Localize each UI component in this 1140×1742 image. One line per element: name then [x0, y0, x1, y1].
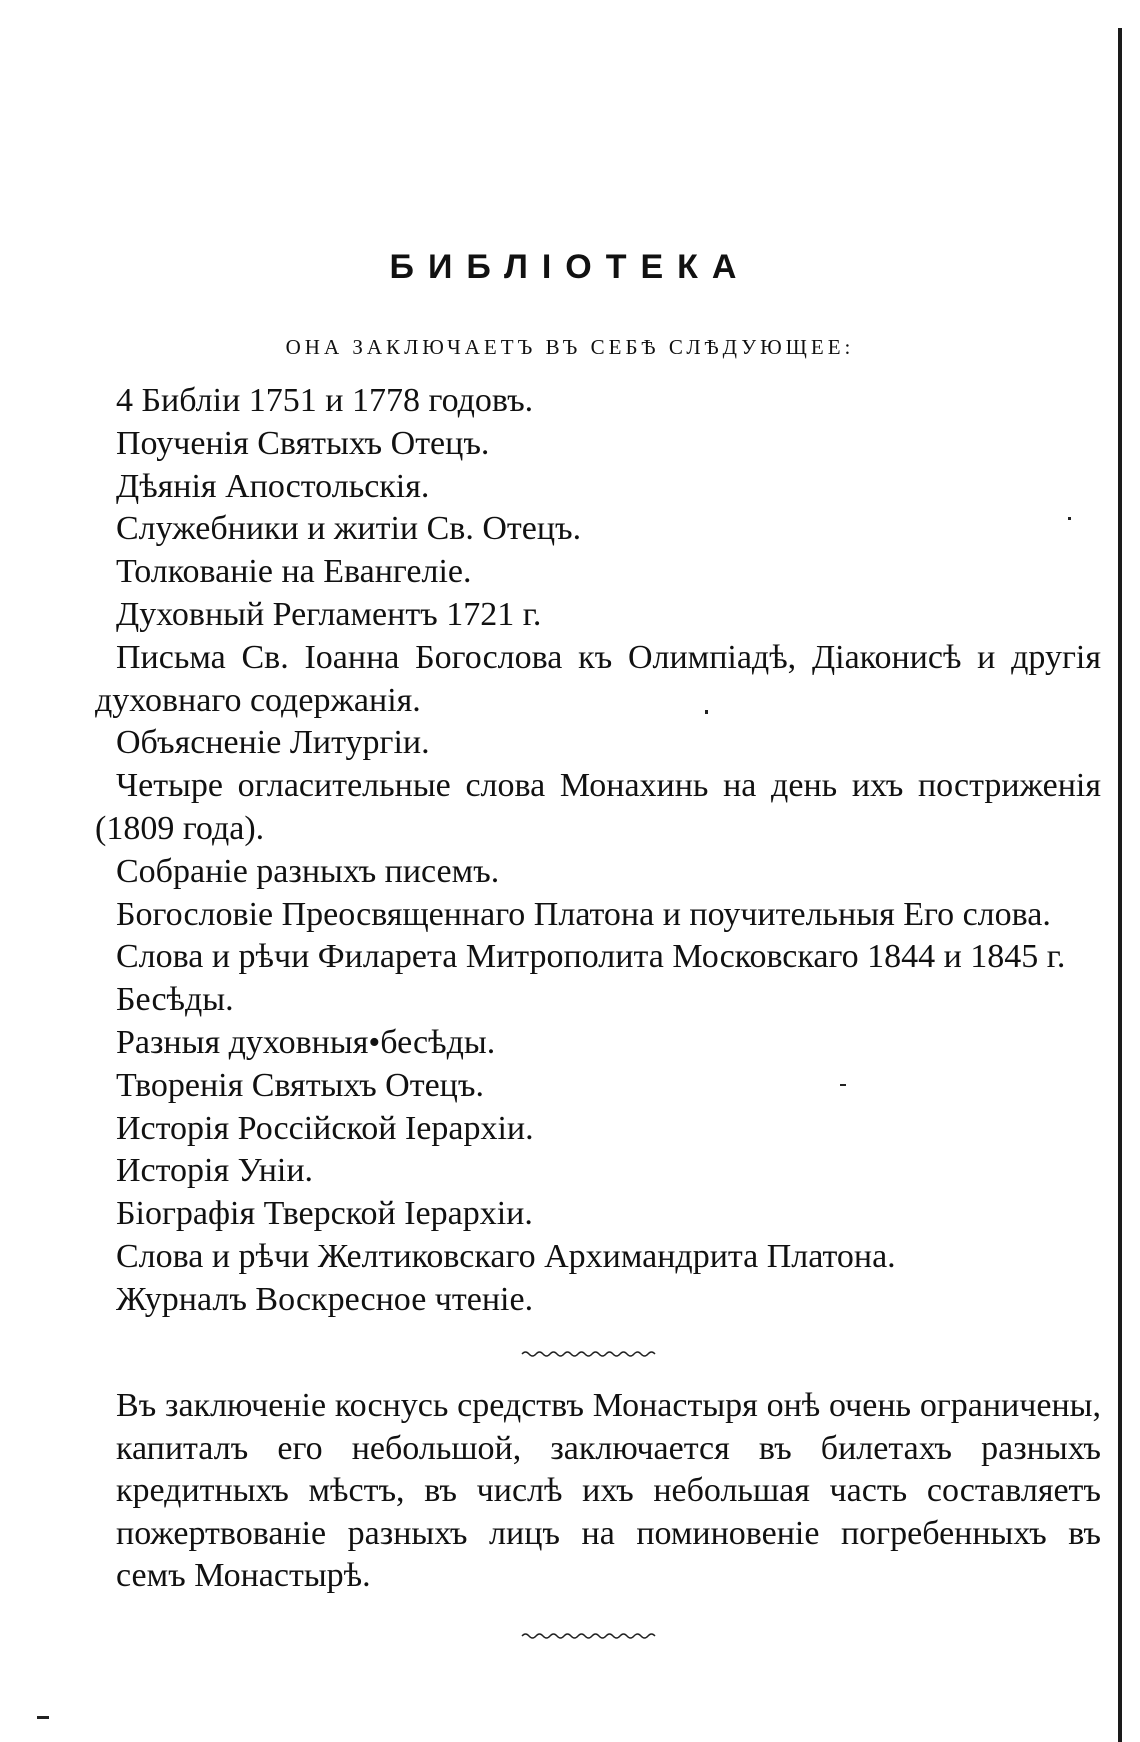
list-item: Поученiя Святыхъ Отецъ. — [116, 424, 490, 462]
ornament-divider-icon — [520, 1631, 660, 1641]
print-speck — [840, 1084, 846, 1086]
closing-paragraph: Въ заключенiе коснусь средствъ Монастыря онѣ очень ограничены, капиталъ его небольшой, заключается въ билетахъ разныхъ кредитныхъ мѣстъ, въ числѣ ихъ небольшая часть составляетъ пожертвованiе разныхъ лицъ на поминовенiе погребенныхъ въ семъ Монастырѣ. — [116, 1387, 1101, 1594]
ornament-divider-icon — [520, 1349, 660, 1359]
print-speck — [37, 1716, 49, 1719]
library-list — [95, 380, 1101, 1322]
list-item: Слова и рѣчи Филарета Митрополита Московскаго 1844 и 1845 г. — [116, 938, 1066, 976]
list-item: Бесѣды. — [116, 981, 234, 1019]
list-item: Объясненiе Литургiи. — [116, 724, 430, 762]
list-item: Исторiя Унiи. — [116, 1152, 314, 1190]
list-item: Служебники и житiи Св. Отецъ. — [116, 510, 582, 548]
page-title: БИБЛIОТЕКА — [389, 248, 751, 286]
list-item: 4 Библiи 1751 и 1778 годовъ. — [116, 382, 534, 419]
list-item: Письма Св. Iоанна Богослова къ Олимпiадѣ, Дiаконисѣ и другiя духовнаго содержанiя. — [95, 638, 1101, 719]
list-item: Собранiе разныхъ писемъ. — [116, 852, 500, 890]
list-item: Разныя духовныя•бесѣды. — [116, 1023, 496, 1061]
page-subtitle: ОНА ЗАКЛЮЧАЕТЪ ВЪ СЕБѢ СЛѢДУЮЩЕЕ: — [285, 335, 855, 359]
list-item: Бiографiя Тверской Iерархiи. — [116, 1195, 533, 1233]
list-item: Творенiя Святыхъ Отецъ. — [116, 1066, 484, 1104]
list-item: Дѣянiя Апостольскiя. — [116, 467, 430, 505]
list-item: Духовный Регламентъ 1721 г. — [116, 595, 542, 633]
list-item: Слова и рѣчи Желтиковскаго Архимандрита Платона. — [116, 1237, 896, 1275]
list-item: Журналъ Воскресное чтенiе. — [116, 1280, 534, 1318]
print-speck — [1068, 517, 1071, 520]
list-item: Четыре огласительные слова Монахинь на день ихъ постриженiя (1809 года). — [95, 767, 1101, 847]
list-item: Исторiя Россiйской Iерархiи. — [116, 1109, 534, 1147]
print-speck — [705, 710, 708, 714]
list-item: Богословiе Преосвященнаго Платона и поучительныя Его слова. — [116, 895, 1051, 933]
list-item: Толкованiе на Евангелiе. — [116, 553, 472, 591]
